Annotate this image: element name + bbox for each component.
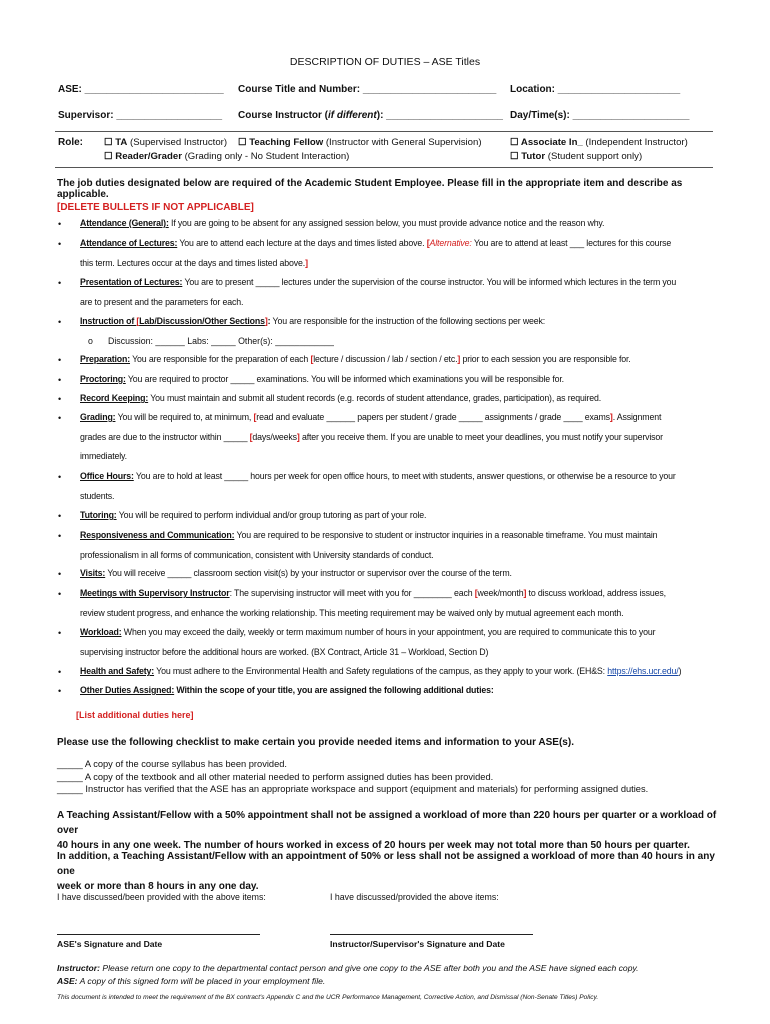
supervisor-field[interactable]: Supervisor: ___________________ <box>58 110 223 121</box>
course-instructor-suffix: ): _____________________ <box>376 110 503 121</box>
grading-label: Grading: <box>80 412 116 422</box>
bullet-marker: • <box>58 667 62 677</box>
presentation-label: Presentation of Lectures: <box>80 277 183 287</box>
instruction-sub-text: Discussion: ______ Labs: _____ Other(s): ____________ <box>108 336 334 346</box>
bullet-marker: • <box>58 219 62 229</box>
bullet-marker: • <box>58 317 62 327</box>
meetings-text2: week/month <box>477 588 524 598</box>
record-keeping-text: You must maintain and submit all student records (e.g. records of student attendance, grades, participation), as required. <box>148 393 602 403</box>
role-tu-desc: (Student support only) <box>545 151 643 162</box>
bullet-tutoring <box>80 506 712 526</box>
bullet-responsiveness <box>80 526 712 565</box>
course-title-field[interactable]: Course Title and Number: ________________________ <box>238 84 497 95</box>
role-reader-grader-checkbox[interactable] <box>104 151 349 162</box>
role-label: Role: <box>58 137 83 148</box>
preparation-text1: You are responsible for the preparation of each <box>130 354 311 364</box>
grading-line2e: after you receive them. If you are unable to meet your deadlines, you must notify your supervisor <box>299 431 663 442</box>
role-rg-desc: (Grading only - No Student Interaction) <box>181 151 350 162</box>
course-instructor-italic: if different <box>328 110 377 121</box>
bracket: ] <box>305 257 308 268</box>
checklist <box>57 758 648 796</box>
rule-p1-line2: 40 hours in any one week. The number of hours worked in excess of 20 hours per week may not total more than 50 hours per quarter. <box>57 840 690 851</box>
role-tf-label: ☐ Teaching Fellow <box>238 137 324 148</box>
bullet-attendance-lectures <box>80 234 712 273</box>
preparation-text2: lecture / discussion / lab / section / etc. <box>313 354 458 364</box>
health-safety-text1: You must adhere to the Environmental Health and Safety regulations of the campus, as they apply to your work. (EH&S: <box>154 666 608 676</box>
role-ta-checkbox[interactable] <box>104 137 227 148</box>
instructor-note-label: Instructor: <box>57 963 100 973</box>
meetings-line2: review student progress, and enhance the working relationship. This meeting requirement may be waived only by mutual agreement each month. <box>80 607 624 618</box>
rule-p2-line1: In addition, a Teaching Assistant/Fellow with an appointment of 50% or less shall not be assigned a workload of more than 40 hours in any one <box>57 851 715 877</box>
attendance-general-text: If you are going to be absent for any assigned session below, you must provide advance notice and the reason why. <box>168 218 605 228</box>
ase-signature-line[interactable] <box>57 934 260 935</box>
preparation-label: Preparation: <box>80 354 131 364</box>
workload-text: When you may exceed the daily, weekly or term maximum number of hours in your appointment, you are required to communicate this to your <box>121 627 656 637</box>
role-tu-label: ☐ Tutor <box>510 151 546 162</box>
bullet-marker: • <box>58 569 62 579</box>
role-ta-label: ☐ TA <box>104 137 128 148</box>
rule-p1-line1: A Teaching Assistant/Fellow with a 50% appointment shall not be assigned a workload of more than 220 hours per quarter or a workload of over <box>57 810 717 836</box>
meetings-label: Meetings with Supervisory Instructor <box>80 588 230 598</box>
return-instructions <box>57 962 639 987</box>
bullet-health-safety <box>80 662 712 682</box>
bracket: [ <box>474 588 478 598</box>
bullet-marker: • <box>58 278 62 288</box>
bullet-office-hours <box>80 467 712 506</box>
bracket: [ <box>253 412 257 422</box>
attendance-general-label: Attendance (General): <box>80 218 169 228</box>
course-instructor-field[interactable] <box>238 110 503 121</box>
attendance-lectures-label: Attendance of Lectures: <box>80 238 178 248</box>
role-divider <box>55 167 713 168</box>
bullet-workload <box>80 623 712 662</box>
bracket: [ <box>426 238 430 248</box>
bullet-attendance-general <box>80 214 712 234</box>
bracket: ] <box>609 412 613 422</box>
ase-statement: I have discussed/been provided with the above items: <box>57 892 266 902</box>
bullet-marker: • <box>58 686 62 696</box>
instruction-label-c: Lab/Discussion/Other Sections <box>139 316 265 326</box>
responsiveness-line2: professionalism in all forms of communication, consistent with University standards of conduct. <box>80 549 434 560</box>
intro-text: The job duties designated below are required of the Academic Student Employee. Please fill in the appropriate item and describe as applicable. <box>57 178 683 200</box>
bullet-marker: • <box>58 355 62 365</box>
workload-rule-paragraph-2 <box>57 849 717 894</box>
bracket: ] <box>523 588 527 598</box>
bullet-presentation <box>80 273 712 312</box>
bullet-marker: • <box>58 394 62 404</box>
checklist-item[interactable]: _____ Instructor has verified that the ASE has an appropriate workspace and support (equipment and materials) for performing assigned duties. <box>57 784 649 795</box>
bullet-preparation <box>80 350 712 370</box>
role-ta-desc: (Supervised Instructor) <box>127 137 228 148</box>
presentation-text: You are to present _____ lectures under the supervision of the course instructor. You will be informed which lectures in the term you <box>182 277 677 287</box>
bullet-marker: • <box>58 413 62 423</box>
grading-line2c: days/weeks <box>252 431 297 442</box>
bullet-record-keeping <box>80 389 712 409</box>
ehs-link[interactable]: https://ehs.ucr.edu/ <box>607 666 679 676</box>
ase-signature-caption: ASE's Signature and Date <box>57 939 163 949</box>
instruction-label-a: Instruction of <box>80 316 137 326</box>
workload-line2: supervising instructor before the additional hours are worked. (BX Contract, Article 31 – Workload, Section D) <box>80 646 489 657</box>
checklist-heading: Please use the following checklist to make certain you provide needed items and information to your ASE(s). <box>57 737 574 748</box>
role-associate-in-checkbox[interactable] <box>510 137 688 148</box>
location-field[interactable]: Location: ______________________ <box>510 84 681 95</box>
page-title: DESCRIPTION OF DUTIES – ASE Titles <box>289 56 481 68</box>
bracket: ] <box>264 316 268 326</box>
bullet-visits <box>80 564 712 584</box>
meetings-text3: to discuss workload, address issues, <box>526 588 666 598</box>
ase-field[interactable]: ASE: _________________________ <box>58 84 224 95</box>
alternative-text: You are to attend at least ___ lectures for this course <box>471 238 672 248</box>
instructor-signature-caption: Instructor/Supervisor's Signature and Date <box>330 939 505 949</box>
instructor-statement: I have discussed/provided the above items: <box>330 892 499 902</box>
bracket: [ <box>249 431 253 442</box>
visits-text: You will receive _____ classroom section visit(s) by your instructor or supervisor over the course of the term. <box>105 568 512 578</box>
preparation-text3: prior to each session you are responsible for. <box>460 354 631 364</box>
role-teaching-fellow-checkbox[interactable] <box>238 137 482 148</box>
bullet-marker: • <box>58 239 62 249</box>
bullet-marker: • <box>58 531 62 541</box>
instruction-sub-marker: o <box>88 336 93 346</box>
bullet-instruction <box>80 312 712 332</box>
bullet-marker: • <box>58 511 62 521</box>
proctoring-label: Proctoring: <box>80 374 126 384</box>
grading-line3: immediately. <box>80 451 127 462</box>
tutoring-label: Tutoring: <box>80 510 117 520</box>
proctoring-text: You are required to proctor _____ examinations. You will be informed which examinations you will be responsible for. <box>125 374 564 384</box>
grading-text1: You will be required to, at minimum, <box>115 412 254 422</box>
bullet-marker: • <box>58 375 62 385</box>
course-instructor-prefix: Course Instructor ( <box>238 110 329 121</box>
office-hours-line2: students. <box>80 490 115 501</box>
health-safety-label: Health and Safety: <box>80 666 155 676</box>
header-divider <box>55 131 713 132</box>
ase-note-text: A copy of this signed form will be placed in your employment file. <box>77 975 326 986</box>
checklist-item[interactable]: _____ A copy of the course syllabus has been provided. <box>57 759 287 769</box>
presentation-line2: are to present and the parameters for each. <box>80 296 244 307</box>
workload-label: Workload: <box>80 627 122 637</box>
grading-line2a: grades are due to the instructor within _____ <box>80 431 250 442</box>
workload-rule-paragraph-1 <box>57 808 717 853</box>
other-duties-label: Other Duties Assigned: <box>80 685 175 695</box>
intro-delete-note: [DELETE BULLETS IF NOT APPLICABLE] <box>57 202 254 213</box>
attendance-lectures-text: You are to attend each lecture at the days and times listed above. <box>177 238 427 248</box>
instructor-note-text: Please return one copy to the departmental contact person and give one copy to the ASE after both you and the ASE have signed each copy. <box>99 963 639 973</box>
visits-label: Visits: <box>80 568 106 578</box>
rule-p2-line2: week or more than 8 hours in any one day. <box>57 881 259 892</box>
bullet-marker: • <box>58 628 62 638</box>
grading-text2: read and evaluate ______ papers per student / grade _____ assignments / grade ____ exams <box>256 412 610 422</box>
health-safety-text2: ) <box>678 666 682 676</box>
bullet-other-duties <box>80 681 712 701</box>
ase-note-label: ASE: <box>57 975 78 986</box>
other-duties-text: Within the scope of your title, you are assigned the following additional duties: <box>174 685 494 695</box>
bullet-marker: • <box>58 472 62 482</box>
bullet-proctoring <box>80 370 712 390</box>
day-time-field[interactable]: Day/Time(s): _____________________ <box>510 110 690 121</box>
attendance-lectures-line2: this term. Lectures occur at the days and times listed above. <box>80 257 306 268</box>
responsiveness-text: You are required to be responsive to student or instructor inquiries in a reasonable timeframe. You must maintain <box>234 530 658 540</box>
footer-note: This document is intended to meet the requirement of the BX contract's Appendix C and the UCR Performance Management, Corrective Action, and Dismissal (Non-Senate Titles) Policy. <box>57 994 599 1001</box>
role-ai-desc: (Independent Instructor) <box>582 137 688 148</box>
checklist-item[interactable]: _____ A copy of the textbook and all other material needed to perform assigned duties has been provided. <box>57 771 494 782</box>
alternative-label: Alternative: <box>429 238 472 248</box>
intro-block <box>57 178 717 213</box>
instruction-colon: : <box>267 316 271 326</box>
meetings-text1: : The supervising instructor will meet with you for ________ each <box>229 588 475 598</box>
bullet-grading <box>80 408 712 467</box>
grading-text3: . Assignment <box>612 412 662 422</box>
role-tf-desc: (Instructor with General Supervision) <box>323 137 482 148</box>
tutoring-text: You will be required to perform individual and/or group tutoring as part of your role. <box>116 510 427 520</box>
bracket: [ <box>136 316 140 326</box>
bullet-marker: • <box>58 589 62 599</box>
instructor-signature-line[interactable] <box>330 934 533 935</box>
role-rg-label: ☐ Reader/Grader <box>104 151 182 162</box>
instruction-text: You are responsible for the instruction of the following sections per week: <box>270 316 546 326</box>
record-keeping-label: Record Keeping: <box>80 393 149 403</box>
bracket: [ <box>310 354 314 364</box>
bracket: ] <box>296 431 300 442</box>
list-additional-duties[interactable]: [List additional duties here] <box>76 710 194 720</box>
role-ai-label: ☐ Associate In_ <box>510 137 583 148</box>
office-hours-label: Office Hours: <box>80 471 134 481</box>
role-tutor-checkbox[interactable] <box>510 151 642 162</box>
office-hours-text: You are to hold at least _____ hours per week for open office hours, to meet with students, answer questions, or otherwise be a resource to your <box>133 471 676 481</box>
responsiveness-label: Responsiveness and Communication: <box>80 530 235 540</box>
bullet-meetings <box>80 584 712 623</box>
bracket: ] <box>457 354 461 364</box>
